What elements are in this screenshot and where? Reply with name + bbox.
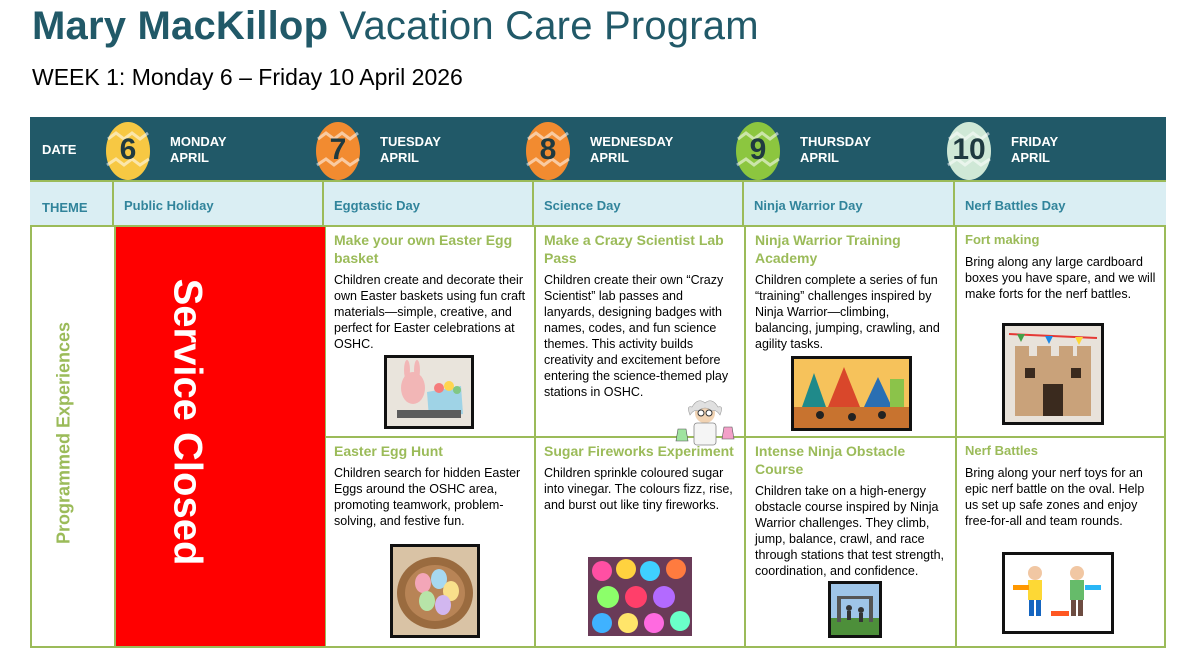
activity-description: Bring along any large cardboard boxes you have spare, and we will make forts for the nerf battles. bbox=[965, 255, 1156, 301]
activity-title: Nerf Battles bbox=[965, 443, 1038, 458]
month-label: APRIL bbox=[1011, 150, 1050, 165]
easter-egg-icon bbox=[945, 117, 993, 181]
page-title bbox=[32, 4, 759, 49]
program-table bbox=[30, 117, 1166, 648]
month-label: APRIL bbox=[380, 150, 419, 165]
date-label: DATE bbox=[42, 142, 77, 157]
activity-title: Sugar Fireworks Experiment bbox=[544, 443, 734, 459]
day-name bbox=[590, 134, 673, 166]
activity-title: Easter Egg Hunt bbox=[334, 443, 443, 459]
service-closed-block bbox=[116, 227, 325, 646]
weekday-label: WEDNESDAY bbox=[590, 134, 674, 149]
activity-lab-pass bbox=[544, 231, 736, 400]
activity-ninja-training bbox=[755, 231, 949, 352]
day-name bbox=[1011, 134, 1058, 166]
activity-description: Children create their own “Crazy Scientist” lab passes and lanyards, designing badges with names, codes, and fun science themes. This activity builds creativity and excitement before entering the science-themed play stations in OSHC. bbox=[544, 273, 729, 399]
page-title-bold: Mary MacKillop bbox=[32, 4, 329, 48]
month-label: APRIL bbox=[170, 150, 209, 165]
date-number: 6 bbox=[119, 133, 137, 166]
activity-title: Intense Ninja Obstacle Course bbox=[755, 443, 906, 477]
week-subtitle: WEEK 1: Monday 6 – Friday 10 April 2026 bbox=[32, 64, 463, 90]
theme-thursday: Ninja Warrior Day bbox=[754, 198, 863, 213]
month-label: APRIL bbox=[800, 150, 839, 165]
activity-title: Fort making bbox=[965, 232, 1040, 247]
theme-tuesday: Eggtastic Day bbox=[334, 198, 420, 213]
cardboard-fort-image bbox=[1002, 323, 1104, 425]
date-number: 9 bbox=[749, 133, 767, 166]
easter-egg-icon bbox=[104, 117, 152, 181]
activity-title: Make your own Easter Egg basket bbox=[334, 232, 513, 266]
date-number: 10 bbox=[952, 133, 986, 166]
easter-egg-icon bbox=[524, 117, 572, 181]
activity-easter-egg-hunt bbox=[334, 442, 526, 529]
month-label: APRIL bbox=[590, 150, 629, 165]
weekday-label: THURSDAY bbox=[800, 134, 872, 149]
easter-basket-image bbox=[384, 355, 474, 429]
weekday-label: MONDAY bbox=[170, 134, 227, 149]
egg-basket-image bbox=[390, 544, 480, 638]
activity-title: Make a Crazy Scientist Lab Pass bbox=[544, 232, 724, 266]
activity-nerf-battles bbox=[965, 442, 1160, 529]
weekday-label: FRIDAY bbox=[1011, 134, 1059, 149]
activity-description: Children sprinkle coloured sugar into vinegar. The colours fizz, rise, and burst out like tiny fireworks. bbox=[544, 466, 733, 512]
easter-egg-icon bbox=[314, 117, 362, 181]
theme-monday: Public Holiday bbox=[124, 198, 214, 213]
day-name bbox=[170, 134, 227, 166]
activity-description: Children complete a series of fun “training” challenges inspired by Ninja Warrior—climbing, balancing, jumping, crawling, and agility tasks. bbox=[755, 273, 940, 351]
page-title-rest: Vacation Care Program bbox=[339, 4, 759, 48]
activity-ninja-obstacle bbox=[755, 442, 949, 579]
ninja-academy-image bbox=[791, 356, 912, 431]
activity-title: Ninja Warrior Training Academy bbox=[755, 232, 901, 266]
obstacle-course-image bbox=[828, 581, 882, 638]
programmed-experiences-area: Programmed Experiences Service Closed Make your own Easter Egg basket Children create and decorate their own Easter baskets using fun craft materials—simple, creative, and perfect for Easter celebrations at OSHC. Easter Egg Hunt Children search for hidden Easter Eggs around the OSHC area, promoting teamwork, problem-solving, and festive fun. Make a Crazy Scientist Lab Pass Children create their own “Crazy Scientist” lab passes and lanyards, designing badges with names, codes, and fun science themes. This activity builds creativity and excitement before entering the science-themed play stations in OSHC. Sugar Fireworks Experiment Children sprinkle coloured sugar into vinegar. The colours fizz, rise, and burst out like tiny fireworks. Ninja Warrior Training Academy Children complete a series of fun “training” challenges inspired by Ninja Warrior—climbing, balancing, jumping, crawling, and agility tasks. Intense Ninja Obstacle Course Children take on a high-energy obstacle course inspired by Ninja Warrior challenges. They climb, jump, balance, crawl, and race through stations that test strength, coordination, and confidence. Fort making Bring along any large cardboard boxes you have spare, and we will make forts for the nerf battles. Nerf Battles Bring along your nerf toys for an epic nerf battle on the oval. Help us set up safe zones and enjoy free-for-all and team rounds. bbox=[30, 227, 1166, 648]
activity-description: Children search for hidden Easter Eggs around the OSHC area, promoting teamwork, problem-solving, and festive fun. bbox=[334, 466, 521, 528]
activity-description: Children take on a high-energy obstacle course inspired by Ninja Warrior challenges. They climb, jump, balance, crawl, and race through stations that test strength, coordination, and confidence. bbox=[755, 484, 945, 578]
date-number: 7 bbox=[329, 133, 347, 166]
easter-egg-icon bbox=[734, 117, 782, 181]
day-name bbox=[380, 134, 441, 166]
activity-fort-making bbox=[965, 231, 1160, 302]
nerf-battle-image bbox=[1002, 552, 1114, 634]
date-number: 8 bbox=[539, 133, 557, 166]
theme-label: THEME bbox=[42, 200, 88, 215]
theme-friday: Nerf Battles Day bbox=[965, 198, 1066, 213]
activity-sugar-fireworks bbox=[544, 442, 736, 513]
sugar-fireworks-image bbox=[588, 557, 692, 636]
day-name bbox=[800, 134, 871, 166]
activity-description: Children create and decorate their own Easter baskets using fun craft materials—simple, creative, and perfect for Easter celebrations at OSHC. bbox=[334, 273, 526, 351]
activity-description: Bring along your nerf toys for an epic nerf battle on the oval. Help us set up safe zones and enjoy free-for-all and team rounds. bbox=[965, 466, 1145, 528]
activity-easter-basket bbox=[334, 231, 526, 352]
theme-wednesday: Science Day bbox=[544, 198, 621, 213]
weekday-label: TUESDAY bbox=[380, 134, 441, 149]
